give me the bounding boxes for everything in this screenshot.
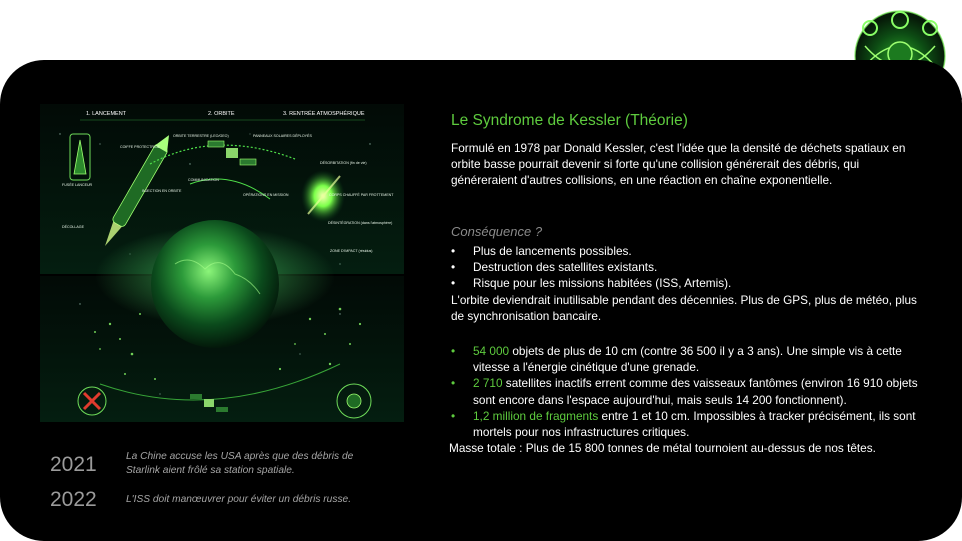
callout-launcher: FUSÉE LANCEUR — [62, 183, 93, 187]
total-mass-text: Masse totale : Plus de 15 800 tonnes de métal tournoient au-dessus de nos têtes. — [449, 441, 876, 456]
timeline-text-2021: La Chine accuse les USA après que des débris de Starlink aient frôlé sa station spatiale. — [126, 451, 354, 476]
consequence-list — [451, 243, 926, 324]
bullet-marker: • — [451, 376, 456, 391]
callout-disintegration: DÉSINTÉGRATION (dans l'atmosphère) — [328, 221, 393, 225]
orbit-consequence-text: L'orbite deviendrait inutilisable pendant des décennies. Plus de GPS, plus de météo, plus de synchronisation bancaire. — [451, 292, 917, 323]
timeline-year-2021: 2021 — [50, 453, 97, 476]
list-item — [451, 243, 926, 259]
callout-orbit: ORBITE TERRESTRE (LEO/GEO) — [173, 134, 229, 138]
bullet-marker: • — [451, 344, 456, 358]
callout-operations: OPÉRATIONS EN MISSION — [243, 193, 289, 197]
stage-label-orbit: 2. ORBITE — [208, 111, 235, 117]
list-item-text: Plus de lancements possibles. — [473, 244, 632, 258]
list-item — [451, 259, 926, 275]
stat-highlight: 1,2 million de fragments — [473, 408, 599, 423]
timeline-year-2022: 2022 — [50, 488, 97, 511]
callout-deorbit: DÉSORBITATION (fin de vie) — [320, 161, 367, 165]
callout-heating: CORPS CHAUFFÉ PAR FROTTEMENT — [329, 193, 394, 197]
stats-list — [451, 343, 926, 456]
timeline-text-2022: L'ISS doit manœuvrer pour éviter un débris russe. — [126, 494, 352, 505]
callout-solar-panels: PANNEAUX SOLAIRES DÉPLOYÉS — [253, 134, 312, 138]
list-item — [451, 343, 926, 375]
bullet-marker: • — [451, 408, 456, 423]
stat-highlight: 2 710 — [473, 376, 503, 391]
list-item — [451, 375, 926, 407]
list-item — [451, 408, 926, 440]
bullet-marker: • — [451, 244, 456, 258]
slide-title: Le Syndrome de Kessler (Théorie) — [451, 112, 688, 129]
earth-globe — [151, 220, 279, 348]
callout-liftoff: DÉCOLLAGE — [62, 225, 84, 229]
list-item-text: Risque pour les missions habitées (ISS, Artemis). — [473, 276, 732, 291]
kessler-illustration — [40, 104, 404, 422]
bullet-marker: • — [451, 260, 456, 275]
stat-text: objets de plus de 10 cm (contre 36 500 il y a 3 ans). Une simple vis à cette vitesse a l'énergie cinétique d'une grenade. — [473, 344, 902, 375]
callout-injection: INJECTION EN ORBITE — [142, 189, 182, 193]
list-item — [451, 275, 926, 291]
list-item-text: Destruction des satellites existants. — [473, 260, 658, 275]
consequence-heading: Conséquence ? — [451, 224, 543, 239]
slide — [0, 60, 962, 541]
stage-label-reentry: 3. RENTRÉE ATMOSPHÉRIQUE — [283, 111, 365, 117]
intro-paragraph: Formulé en 1978 par Donald Kessler, c'est l'idée que la densité de déchets spatiaux en orbite basse pourrait devenir si forte qu'une collision générerait des débris, qui généreraient d'autres collisions, en une réaction en chaîne exponentielle. — [451, 141, 906, 188]
bullet-marker: • — [451, 276, 456, 291]
stat-text: satellites inactifs errent comme des vaisseaux fantômes (environ 16 910 objets sont encore dans l'espace aujourd'hui, mais seuls 14 200 fonctionnent). — [473, 376, 918, 407]
callout-impact: ZONE D'IMPACT (résidus) — [330, 249, 373, 253]
callout-communication: COMMUNICATION — [188, 178, 219, 182]
stat-highlight: 54 000 — [473, 344, 510, 358]
callout-fairing: COIFFE PROTECTRICE — [120, 145, 160, 149]
stat-text: entre 1 et 10 cm. Impossibles à tracker précisément, ils sont mortels pour nos infrastructures critiques. — [473, 408, 916, 440]
stage-label-launch: 1. LANCEMENT — [86, 111, 127, 117]
